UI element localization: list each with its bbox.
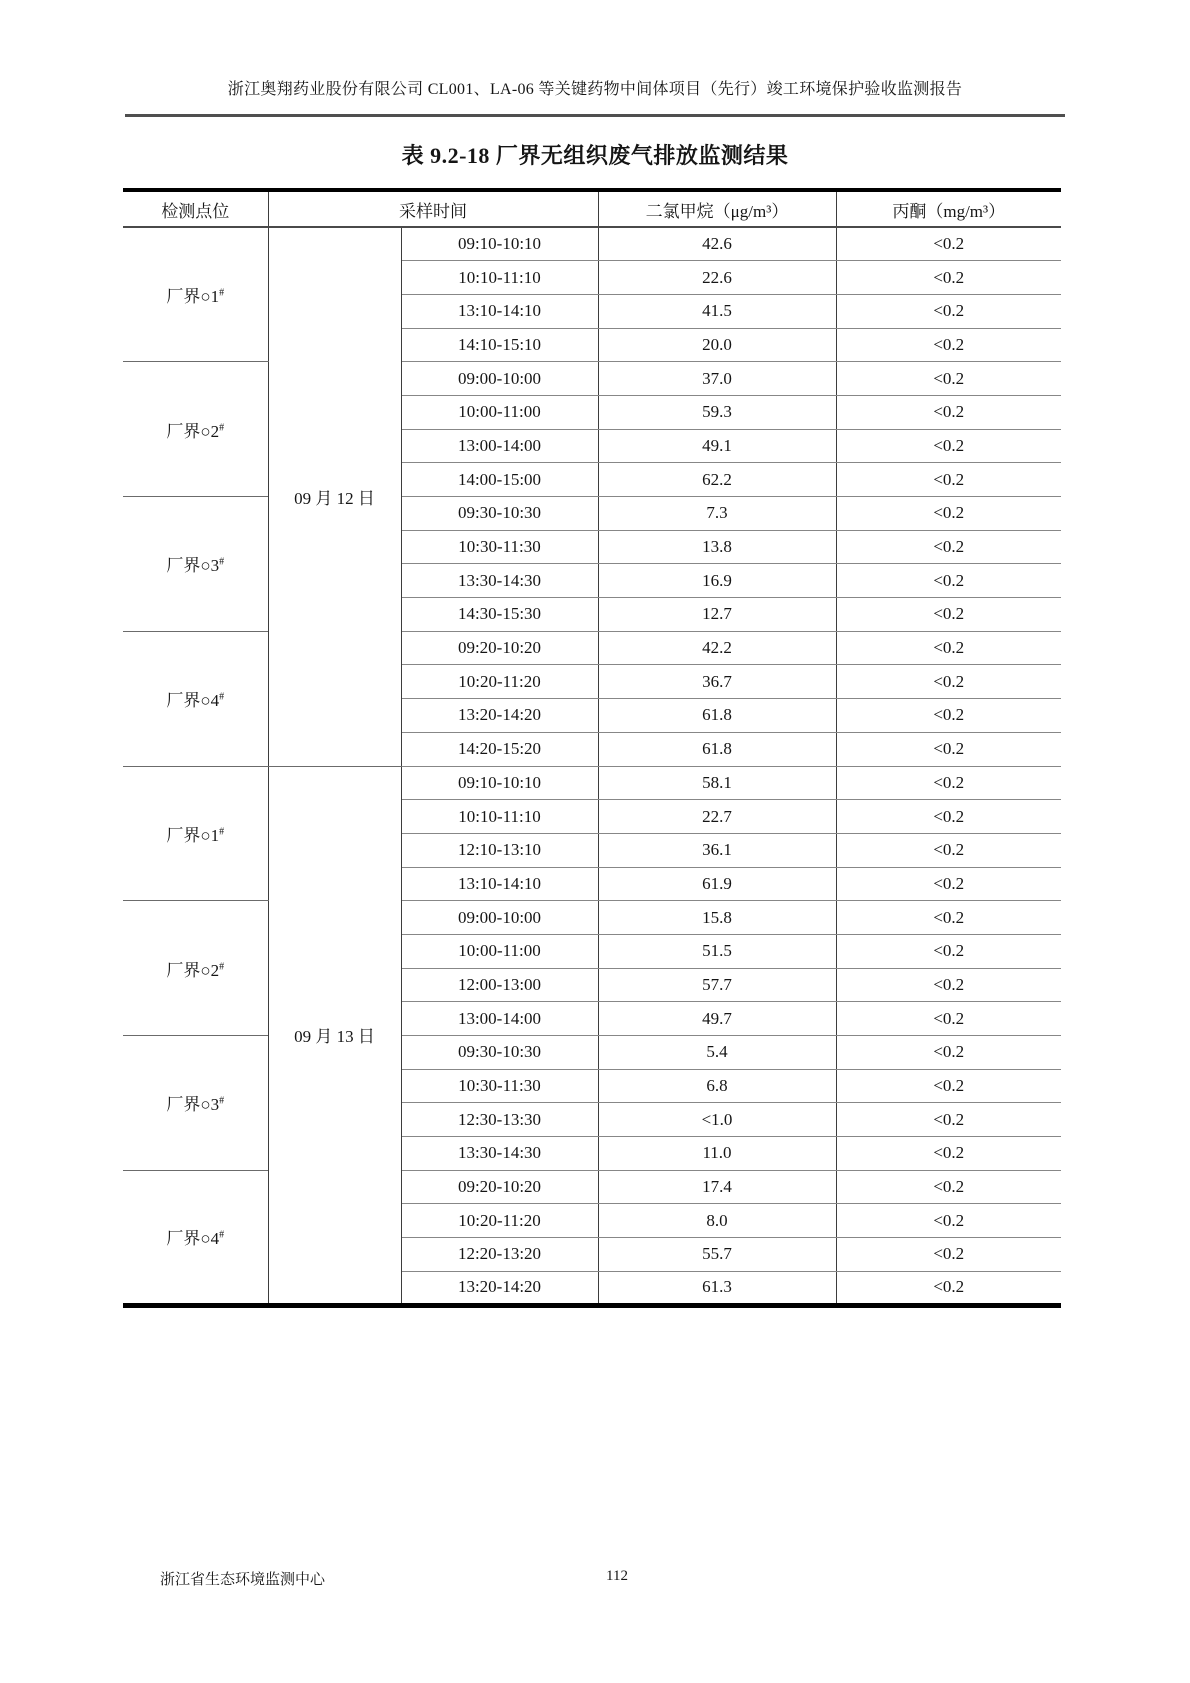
table-row xyxy=(123,497,1061,531)
point-hash-mark: # xyxy=(219,287,225,299)
acetone-value-cell: <0.2 xyxy=(836,1137,1061,1171)
time-range-cell: 14:20-15:20 xyxy=(401,732,598,766)
monitoring-point-label: 厂界○1 xyxy=(166,287,220,307)
monitoring-point-cell xyxy=(123,766,268,901)
time-range-cell: 09:20-10:20 xyxy=(401,631,598,665)
dichloromethane-value-cell: 13.8 xyxy=(598,530,836,564)
point-hash-mark: # xyxy=(219,1095,225,1107)
dichloromethane-value-cell: 49.7 xyxy=(598,1002,836,1036)
time-range-cell: 09:00-10:00 xyxy=(401,362,598,396)
acetone-value-cell: <0.2 xyxy=(836,665,1061,699)
time-range-cell: 10:10-11:10 xyxy=(401,261,598,295)
time-range-cell: 09:10-10:10 xyxy=(401,766,598,800)
time-range-cell: 10:30-11:30 xyxy=(401,1069,598,1103)
acetone-value-cell: <0.2 xyxy=(836,1069,1061,1103)
point-hash-mark: # xyxy=(219,1229,225,1241)
monitoring-point-cell xyxy=(123,227,268,362)
monitoring-point-cell xyxy=(123,362,268,497)
monitoring-point-label: 厂界○3 xyxy=(166,556,220,576)
acetone-value-cell: <0.2 xyxy=(836,227,1061,261)
acetone-value-cell: <0.2 xyxy=(836,833,1061,867)
time-range-cell: 12:00-13:00 xyxy=(401,968,598,1002)
time-range-cell: 13:30-14:30 xyxy=(401,1137,598,1171)
time-range-cell: 14:00-15:00 xyxy=(401,463,598,497)
time-range-cell: 13:00-14:00 xyxy=(401,1002,598,1036)
dichloromethane-value-cell: 36.1 xyxy=(598,833,836,867)
column-header-sample-time: 采样时间 xyxy=(268,190,598,227)
dichloromethane-value-cell: 11.0 xyxy=(598,1137,836,1171)
time-range-cell: 13:10-14:10 xyxy=(401,294,598,328)
table-header xyxy=(123,190,1061,227)
point-hash-mark: # xyxy=(219,556,225,568)
time-range-cell: 12:10-13:10 xyxy=(401,833,598,867)
monitoring-point-cell xyxy=(123,901,268,1036)
dichloromethane-value-cell: 61.9 xyxy=(598,867,836,901)
time-range-cell: 13:10-14:10 xyxy=(401,867,598,901)
sampling-date-cell: 09 月 12 日 xyxy=(268,227,401,766)
acetone-value-cell: <0.2 xyxy=(836,934,1061,968)
acetone-value-cell: <0.2 xyxy=(836,463,1061,497)
monitoring-point-cell xyxy=(123,1036,268,1171)
dichloromethane-value-cell: 36.7 xyxy=(598,665,836,699)
acetone-value-cell: <0.2 xyxy=(836,867,1061,901)
point-hash-mark: # xyxy=(219,691,225,703)
monitoring-point-label: 厂界○4 xyxy=(166,1229,220,1249)
footer-page-number: 112 xyxy=(606,1568,628,1584)
point-hash-mark: # xyxy=(219,421,225,433)
monitoring-point-label: 厂界○1 xyxy=(166,825,220,845)
dichloromethane-value-cell: 62.2 xyxy=(598,463,836,497)
acetone-value-cell: <0.2 xyxy=(836,1271,1061,1305)
dichloromethane-value-cell: 20.0 xyxy=(598,328,836,362)
acetone-value-cell: <0.2 xyxy=(836,1002,1061,1036)
table-row xyxy=(123,227,1061,261)
time-range-cell: 14:10-15:10 xyxy=(401,328,598,362)
dichloromethane-value-cell: 41.5 xyxy=(598,294,836,328)
monitoring-point-cell xyxy=(123,497,268,632)
dichloromethane-value-cell: 8.0 xyxy=(598,1204,836,1238)
dichloromethane-value-cell: 15.8 xyxy=(598,901,836,935)
column-header-acetone: 丙酮（mg/m³） xyxy=(836,190,1061,227)
time-range-cell: 10:20-11:20 xyxy=(401,665,598,699)
table-row xyxy=(123,901,1061,935)
monitoring-point-cell xyxy=(123,1170,268,1305)
time-range-cell: 10:10-11:10 xyxy=(401,800,598,834)
acetone-value-cell: <0.2 xyxy=(836,766,1061,800)
header-rule xyxy=(125,114,1065,117)
acetone-value-cell: <0.2 xyxy=(836,1103,1061,1137)
time-range-cell: 09:30-10:30 xyxy=(401,1036,598,1070)
time-range-cell: 12:20-13:20 xyxy=(401,1238,598,1272)
time-range-cell: 13:30-14:30 xyxy=(401,564,598,598)
acetone-value-cell: <0.2 xyxy=(836,699,1061,733)
acetone-value-cell: <0.2 xyxy=(836,1170,1061,1204)
dichloromethane-value-cell: 42.2 xyxy=(598,631,836,665)
time-range-cell: 13:20-14:20 xyxy=(401,699,598,733)
sampling-date-cell: 09 月 13 日 xyxy=(268,766,401,1305)
dichloromethane-value-cell: 22.7 xyxy=(598,800,836,834)
time-range-cell: 12:30-13:30 xyxy=(401,1103,598,1137)
table-row xyxy=(123,1170,1061,1204)
dichloromethane-value-cell: 42.6 xyxy=(598,227,836,261)
acetone-value-cell: <0.2 xyxy=(836,328,1061,362)
acetone-value-cell: <0.2 xyxy=(836,294,1061,328)
acetone-value-cell: <0.2 xyxy=(836,1204,1061,1238)
time-range-cell: 13:00-14:00 xyxy=(401,429,598,463)
time-range-cell: 14:30-15:30 xyxy=(401,598,598,632)
monitoring-point-label: 厂界○3 xyxy=(166,1095,220,1115)
dichloromethane-value-cell: 57.7 xyxy=(598,968,836,1002)
column-header-point: 检测点位 xyxy=(123,190,268,227)
table-row xyxy=(123,631,1061,665)
acetone-value-cell: <0.2 xyxy=(836,598,1061,632)
point-hash-mark: # xyxy=(219,960,225,972)
time-range-cell: 10:00-11:00 xyxy=(401,395,598,429)
acetone-value-cell: <0.2 xyxy=(836,800,1061,834)
acetone-value-cell: <0.2 xyxy=(836,564,1061,598)
acetone-value-cell: <0.2 xyxy=(836,1036,1061,1070)
dichloromethane-value-cell: 55.7 xyxy=(598,1238,836,1272)
acetone-value-cell: <0.2 xyxy=(836,261,1061,295)
dichloromethane-value-cell: 6.8 xyxy=(598,1069,836,1103)
acetone-value-cell: <0.2 xyxy=(836,901,1061,935)
acetone-value-cell: <0.2 xyxy=(836,395,1061,429)
page-header-title: 浙江奥翔药业股份有限公司 CL001、LA-06 等关键药物中间体项目（先行）竣工环境保护验收监测报告 xyxy=(227,81,963,98)
time-range-cell: 09:20-10:20 xyxy=(401,1170,598,1204)
acetone-value-cell: <0.2 xyxy=(836,429,1061,463)
dichloromethane-value-cell: 16.9 xyxy=(598,564,836,598)
dichloromethane-value-cell: 61.8 xyxy=(598,732,836,766)
column-header-dichloromethane: 二氯甲烷（μg/m³） xyxy=(598,190,836,227)
dichloromethane-value-cell: 58.1 xyxy=(598,766,836,800)
dichloromethane-value-cell: 59.3 xyxy=(598,395,836,429)
dichloromethane-value-cell: <1.0 xyxy=(598,1103,836,1137)
acetone-value-cell: <0.2 xyxy=(836,968,1061,1002)
dichloromethane-value-cell: 5.4 xyxy=(598,1036,836,1070)
acetone-value-cell: <0.2 xyxy=(836,362,1061,396)
acetone-value-cell: <0.2 xyxy=(836,631,1061,665)
dichloromethane-value-cell: 7.3 xyxy=(598,497,836,531)
table-body xyxy=(123,227,1061,1305)
dichloromethane-value-cell: 17.4 xyxy=(598,1170,836,1204)
acetone-value-cell: <0.2 xyxy=(836,530,1061,564)
monitoring-point-label: 厂界○2 xyxy=(166,960,220,980)
dichloromethane-value-cell: 49.1 xyxy=(598,429,836,463)
dichloromethane-value-cell: 61.3 xyxy=(598,1271,836,1305)
time-range-cell: 09:10-10:10 xyxy=(401,227,598,261)
time-range-cell: 10:30-11:30 xyxy=(401,530,598,564)
time-range-cell: 10:20-11:20 xyxy=(401,1204,598,1238)
monitoring-point-label: 厂界○2 xyxy=(166,421,220,441)
acetone-value-cell: <0.2 xyxy=(836,732,1061,766)
table-row xyxy=(123,1036,1061,1070)
monitoring-point-cell xyxy=(123,631,268,766)
point-hash-mark: # xyxy=(219,826,225,838)
acetone-value-cell: <0.2 xyxy=(836,1238,1061,1272)
dichloromethane-value-cell: 61.8 xyxy=(598,699,836,733)
dichloromethane-value-cell: 37.0 xyxy=(598,362,836,396)
acetone-value-cell: <0.2 xyxy=(836,497,1061,531)
monitoring-point-label: 厂界○4 xyxy=(166,691,220,711)
table-title: 表 9.2-18 厂界无组织废气排放监测结果 xyxy=(401,143,789,168)
dichloromethane-value-cell: 12.7 xyxy=(598,598,836,632)
table-header-row xyxy=(123,190,1061,227)
monitoring-results-table xyxy=(123,188,1061,1308)
dichloromethane-value-cell: 51.5 xyxy=(598,934,836,968)
time-range-cell: 13:20-14:20 xyxy=(401,1271,598,1305)
footer-organization: 浙江省生态环境监测中心 xyxy=(160,1572,326,1588)
time-range-cell: 10:00-11:00 xyxy=(401,934,598,968)
time-range-cell: 09:00-10:00 xyxy=(401,901,598,935)
dichloromethane-value-cell: 22.6 xyxy=(598,261,836,295)
table-row xyxy=(123,766,1061,800)
time-range-cell: 09:30-10:30 xyxy=(401,497,598,531)
table-row xyxy=(123,362,1061,396)
